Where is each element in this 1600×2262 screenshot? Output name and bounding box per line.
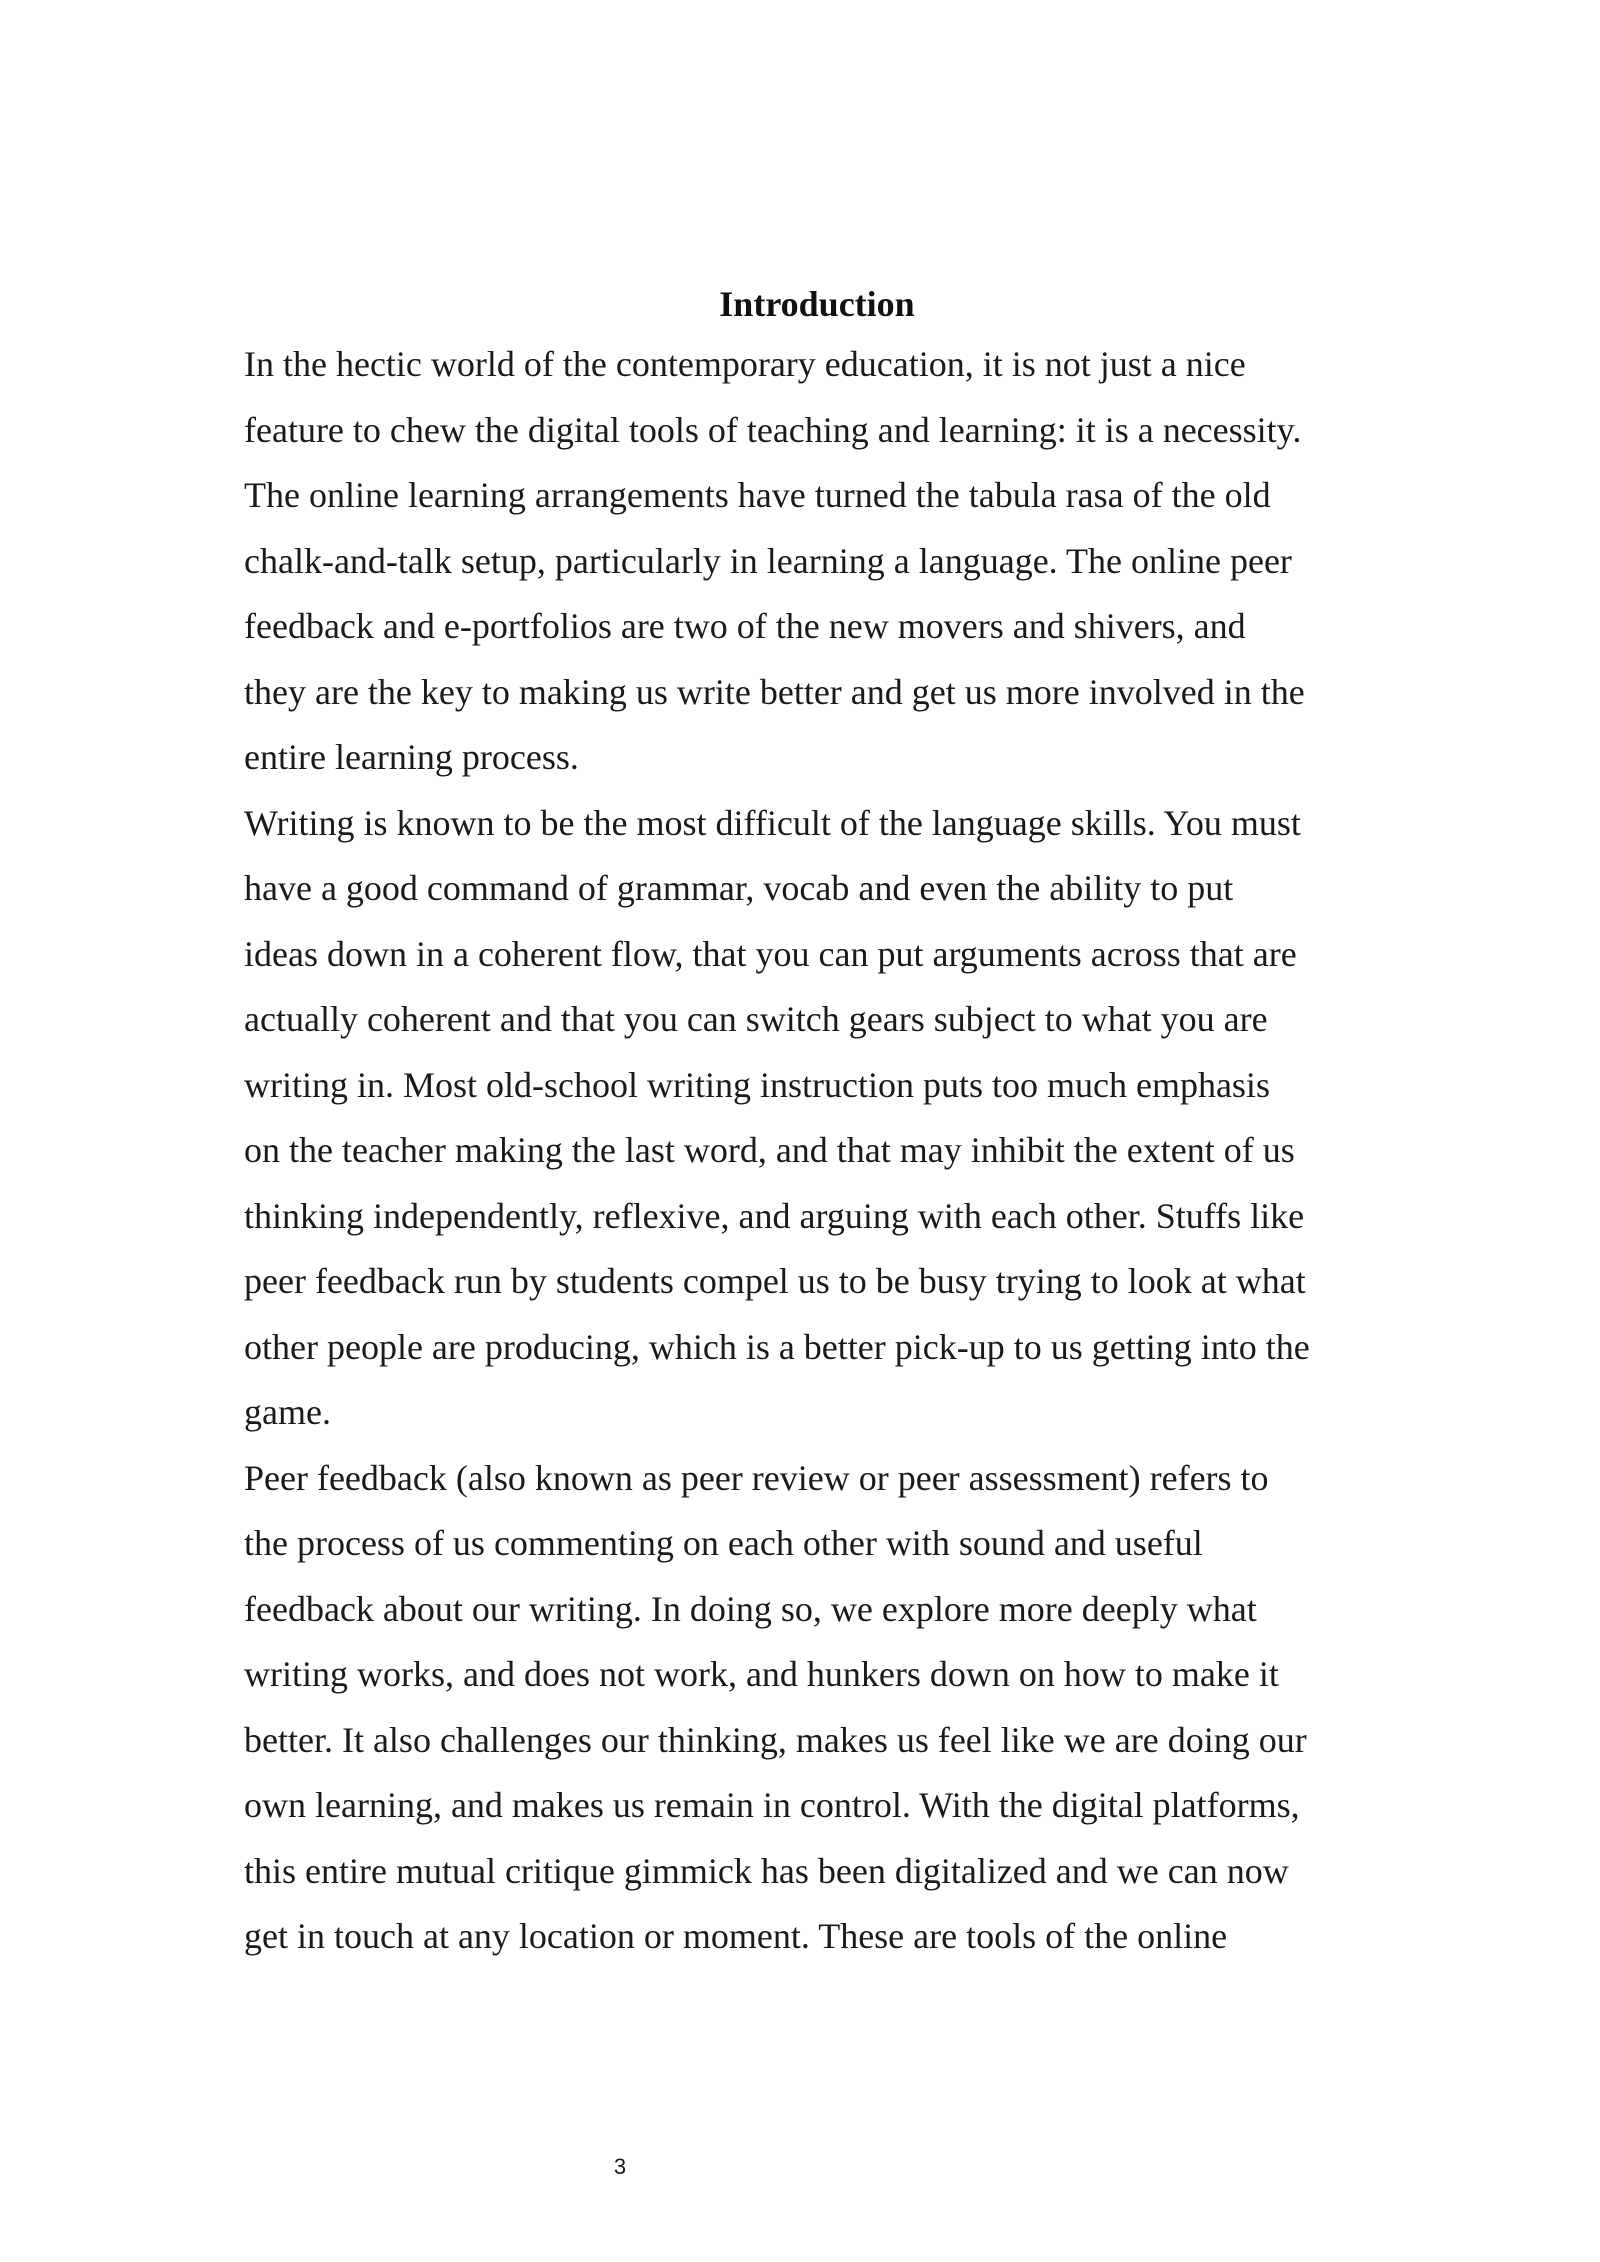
- text-line: chalk-and-talk setup, particularly in learning a language. The online peer: [244, 540, 1292, 581]
- text-line: on the teacher making the last word, and that may inhibit the extent of us: [244, 1130, 1295, 1170]
- text-line: writing works, and does not work, and hunkers down on how to make it: [244, 1654, 1279, 1694]
- text-line: the process of us commenting on each other with sound and useful: [244, 1523, 1203, 1563]
- text-line: get in touch at any location or moment. These are tools of the online: [244, 1916, 1228, 1956]
- text-line: they are the key to making us write better and get us more involved in the: [244, 671, 1305, 712]
- body-text: [244, 332, 1374, 1970]
- text-line: feature to chew the digital tools of teaching and learning: it is a necessity.: [244, 409, 1302, 450]
- text-line: Writing is known to be the most difficult of the language skills. You must: [244, 802, 1301, 843]
- text-line: Peer feedback (also known as peer review or peer assessment) refers to: [244, 1457, 1269, 1498]
- text-line: The online learning arrangements have turned the tabula rasa of the old: [244, 475, 1271, 515]
- text-line: better. It also challenges our thinking, makes us feel like we are doing our: [244, 1719, 1307, 1760]
- text-line: thinking independently, reflexive, and arguing with each other. Stuffs like: [244, 1195, 1305, 1236]
- page-body: [244, 276, 1374, 1970]
- section-heading: Introduction: [719, 284, 915, 324]
- text-line: this entire mutual critique gimmick has been digitalized and we can now: [244, 1850, 1289, 1891]
- text-line: feedback and e-portfolios are two of the new movers and shivers, and: [244, 606, 1246, 646]
- text-line: feedback about our writing. In doing so, we explore more deeply what: [244, 1588, 1257, 1629]
- text-line: actually coherent and that you can switch gears subject to what you are: [244, 999, 1268, 1039]
- text-line: other people are producing, which is a better pick-up to us getting into the: [244, 1326, 1310, 1367]
- text-line: peer feedback run by students compel us to be busy trying to look at what: [244, 1261, 1306, 1301]
- text-line: writing in. Most old-school writing instruction puts too much emphasis: [244, 1064, 1270, 1105]
- text-line: game.: [244, 1392, 331, 1432]
- text-line: ideas down in a coherent flow, that you can put arguments across that are: [244, 933, 1297, 974]
- text-line: own learning, and makes us remain in control. With the digital platforms,: [244, 1785, 1300, 1825]
- text-line: entire learning process.: [244, 737, 579, 777]
- page-number: 3: [613, 2154, 627, 2179]
- text-line: have a good command of grammar, vocab and even the ability to put: [244, 868, 1234, 908]
- text-line: In the hectic world of the contemporary education, it is not just a nice: [244, 344, 1246, 384]
